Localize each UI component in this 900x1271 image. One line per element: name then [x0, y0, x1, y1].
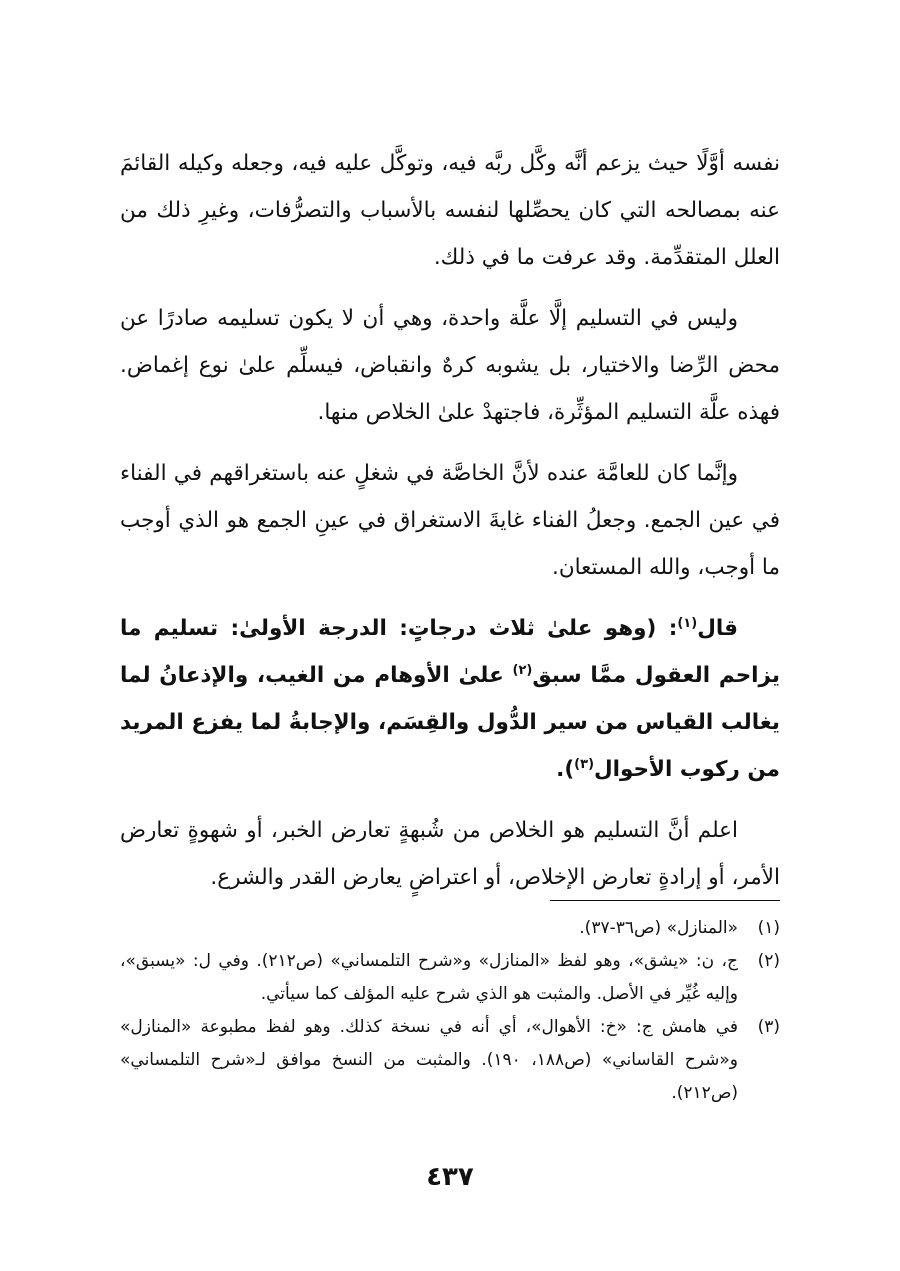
quoted-text-paragraph — [120, 605, 780, 793]
footnote-number: (٢) — [757, 951, 780, 971]
quote-lead: قال — [697, 616, 738, 641]
paragraph-4: اعلم أنَّ التسليم هو الخلاص من شُبهةٍ تعارض الخبر، أو شهوةٍ تعارض الأمر، أو إرادةٍ تعارض الإخلاص، أو اعتراضٍ يعارض القدر والشرع. — [120, 818, 780, 890]
footnote-ref-3[interactable]: (٣) — [574, 756, 595, 772]
footnote-item — [120, 912, 780, 945]
quote-part-2: علىٰ الأوهام من الغيب، والإذعانُ لما يغالب القياس من سير الدُّول والقِسَم، والإجابةُ لما يفزع المريد من ركوب الأحوال — [120, 663, 780, 782]
footnote-ref-1[interactable]: (١) — [677, 615, 698, 631]
paragraph-2: وليس في التسليم إلَّا علَّة واحدة، وهي أن لا يكون تسليمه صادرًا عن محض الرِّضا والاختيار، بل يشوبه كرهٌ وانقباض، فيسلِّم علىٰ نوع إغماض. فهذه علَّة التسليم المؤثِّرة، فاجتهدْ علىٰ الخلاص منها. — [120, 306, 780, 425]
paragraph-3: وإنَّما كان للعامَّة عنده لأنَّ الخاصَّة في شغلٍ عنه باستغراقهم في الفناء في عين الجمع. وجعلُ الفناء غايةَ الاستغراق في عينِ الجمع هو الذي أوجب ما أوجب، والله المستعان. — [120, 461, 780, 580]
footnotes — [120, 912, 780, 1110]
footnote-text: ج، ن: «يشق»، وهو لفظ «المنازل» و«شرح التلمساني» (ص٢١٢). وفي ل: «يسبق»، وإليه غُيِّر في الأصل. والمثبت هو الذي شرح عليه المؤلف كما سيأتي. — [120, 951, 739, 1004]
footnote-item — [120, 1011, 780, 1110]
page-number: ٤٣٧ — [426, 1162, 474, 1192]
footnote-number: (١) — [757, 918, 780, 938]
footnote-ref-2[interactable]: (٢) — [512, 662, 533, 678]
footnote-number: (٣) — [757, 1017, 780, 1037]
footnote-item — [120, 945, 780, 1011]
quote-part-1: : (وهو علىٰ ثلاث درجاتٍ: الدرجة الأولىٰ: تسليم ما يزاحم العقول ممَّا سبق — [120, 616, 781, 688]
footnote-separator — [550, 900, 780, 901]
paragraph-1: نفسه أوَّلًا حيث يزعم أنَّه وكَّل ربَّه فيه، وتوكَّل عليه فيه، وجعله وكيله القائمَ عنه بمصالحه التي كان يحصِّلها لنفسه بالأسباب والتصرُّفات، وغيرِ ذلك من العلل المتقدِّمة. وقد عرفت ما في ذلك. — [120, 151, 780, 270]
footnote-text: «المنازل» (ص٣٦-٣٧). — [579, 918, 738, 938]
quote-part-3: ). — [556, 757, 575, 782]
footnote-text: في هامش ج: «خ: الأهوال»، أي أنه في نسخة كذلك. وهو لفظ مطبوعة «المنازل» و«شرح القاساني» (ص١٨٨، ١٩٠). والمثبت من النسخ موافق لـ«شرح التلمساني» (ص٢١٢). — [120, 1017, 739, 1103]
main-text — [120, 140, 780, 915]
